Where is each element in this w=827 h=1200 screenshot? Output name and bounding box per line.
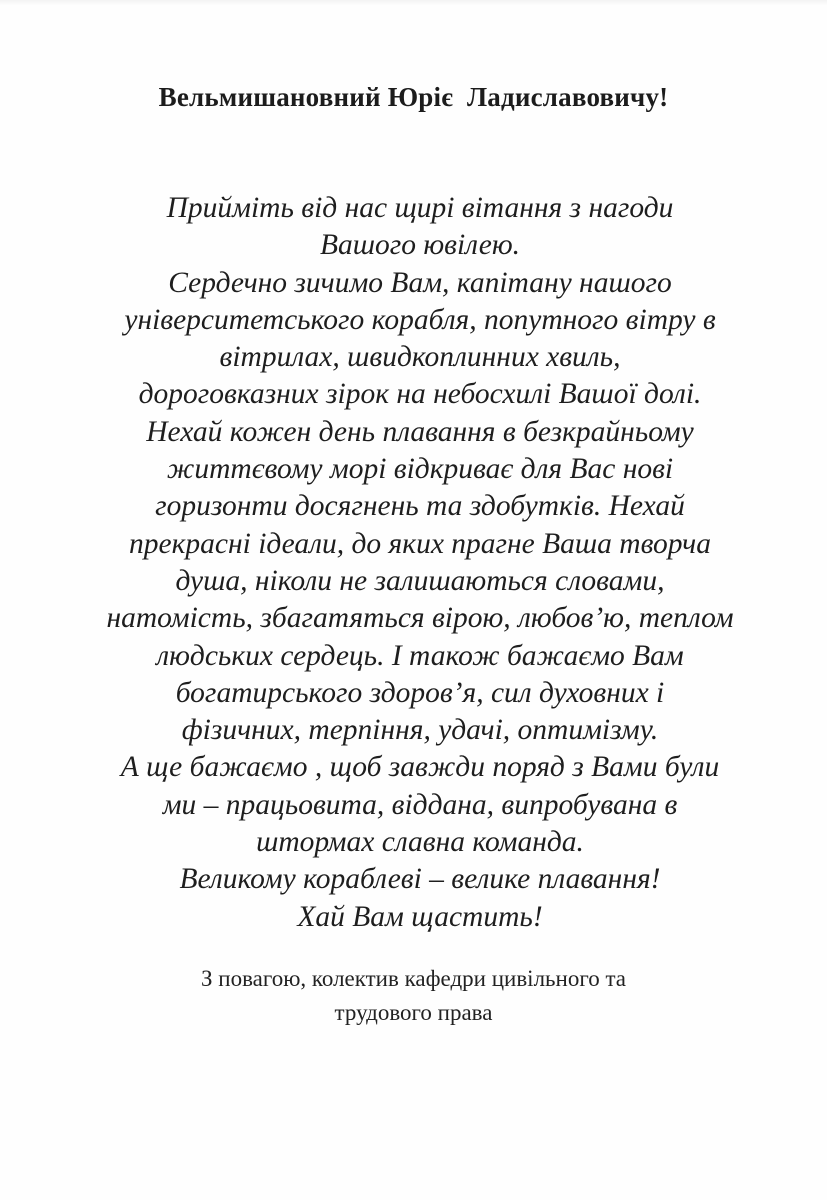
body-line: богатирського здоров’я, сил духовних і xyxy=(175,676,665,709)
scan-top-edge xyxy=(0,0,827,6)
body-line: ми – працьовита, віддана, випробувана в xyxy=(162,788,678,821)
body-line: прекрасні ідеали, до яких прагне Ваша творча xyxy=(129,527,711,560)
body-line: натомість, збагатяться вірою, любов’ю, теплом xyxy=(106,602,734,635)
salutation-heading: Вельмишановний Юріє Ладиславовичу! xyxy=(158,82,669,112)
body-line: Нехай кожен день плавання в безкрайньому xyxy=(146,415,694,448)
body-line: дороговказних зірок на небосхилі Вашої долі. xyxy=(138,378,702,411)
body-line: штормах славна команда. xyxy=(256,826,584,859)
body-line: вітрилах, швидкоплинних хвиль, xyxy=(219,341,621,374)
body-line: Прийміть від нас щирі вітання з нагоди xyxy=(166,192,674,224)
body-line: університетського корабля, попутного вітру в xyxy=(124,303,716,336)
body-line: фізичних, терпіння, удачі, оптимізму. xyxy=(181,714,659,747)
signature-line: З повагою, колектив кафедри цивільного та xyxy=(200,966,627,991)
body-line: А ще бажаємо , щоб завжди поряд з Вами були xyxy=(120,751,720,784)
body-line: людських сердець. І також бажаємо Вам xyxy=(156,639,684,672)
body-line: життєвому морі відкриває для Вас нові xyxy=(166,453,674,486)
greeting-body xyxy=(60,190,780,936)
signature-block xyxy=(90,962,737,1030)
body-line: Великому кораблеві – велике плавання! xyxy=(179,863,661,896)
body-line: Вашого ювілею. xyxy=(319,229,521,262)
body-line: горизонти досягнень та здобутків. Нехай xyxy=(155,490,685,523)
body-line: Хай Вам щастить! xyxy=(297,900,543,933)
signature-line: трудового права xyxy=(334,1000,493,1025)
body-line: Сердечно зичимо Вам, капітану нашого xyxy=(168,266,672,299)
body-line: душа, ніколи не залишаються словами, xyxy=(175,564,665,597)
